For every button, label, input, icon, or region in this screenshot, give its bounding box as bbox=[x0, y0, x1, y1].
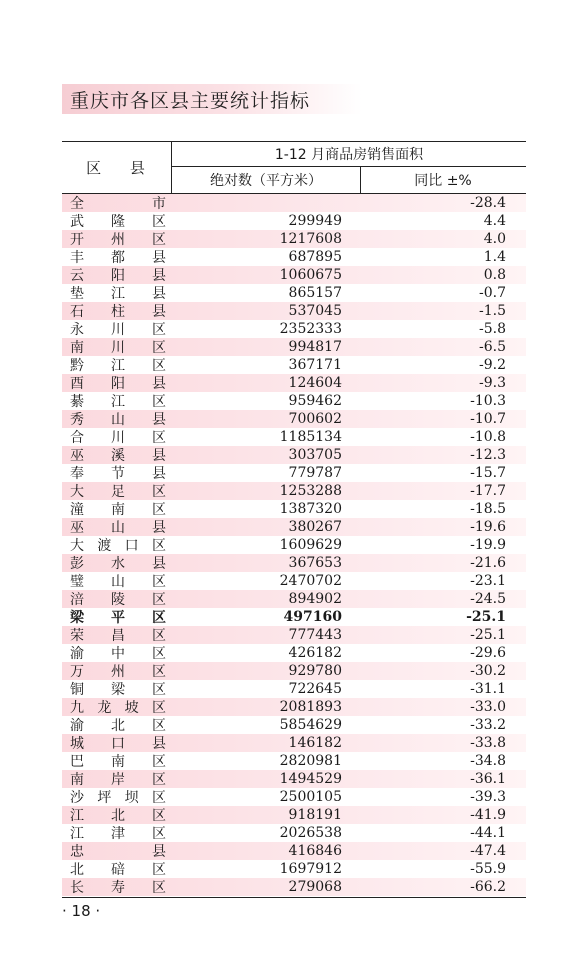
page-number: · 18 · bbox=[62, 902, 101, 920]
table-row bbox=[62, 518, 526, 536]
yoy-value: -9.2 bbox=[479, 357, 506, 373]
yoy-value: -25.1 bbox=[470, 627, 506, 643]
table-row bbox=[62, 752, 526, 770]
district-name: 巫 溪 县 bbox=[70, 448, 166, 464]
district-name: 梁 平 区 bbox=[70, 610, 166, 626]
table-row bbox=[62, 572, 526, 590]
table-row bbox=[62, 878, 526, 896]
yoy-value: -19.6 bbox=[470, 519, 506, 535]
absolute-value: 722645 bbox=[288, 681, 342, 697]
absolute-value: 2081893 bbox=[279, 699, 342, 715]
district-name: 永 川 区 bbox=[70, 322, 166, 338]
table-row bbox=[62, 392, 526, 410]
yoy-value: -12.3 bbox=[470, 447, 506, 463]
district-name: 忠 县 bbox=[70, 844, 166, 860]
table-row bbox=[62, 554, 526, 572]
table-row bbox=[62, 842, 526, 860]
district-name: 江 北 区 bbox=[70, 808, 166, 824]
table-row bbox=[62, 230, 526, 248]
absolute-value: 687895 bbox=[288, 249, 342, 265]
table-bottom-rule bbox=[62, 897, 526, 898]
absolute-value: 2820981 bbox=[279, 753, 342, 769]
absolute-value: 1387320 bbox=[279, 501, 342, 517]
absolute-value: 303705 bbox=[288, 447, 342, 463]
yoy-value: -10.8 bbox=[470, 429, 506, 445]
district-name: 江 津 区 bbox=[70, 826, 166, 842]
table-row bbox=[62, 338, 526, 356]
district-name: 酉 阳 县 bbox=[70, 376, 166, 392]
yoy-value: -39.3 bbox=[470, 789, 506, 805]
yoy-value: -0.7 bbox=[479, 285, 506, 301]
absolute-value: 865157 bbox=[288, 285, 342, 301]
district-name: 万 州 区 bbox=[70, 664, 166, 680]
district-name: 垫 江 县 bbox=[70, 286, 166, 302]
district-name: 南 岸 区 bbox=[70, 772, 166, 788]
district-name: 渝 北 区 bbox=[70, 718, 166, 734]
table-row bbox=[62, 644, 526, 662]
district-name: 铜 梁 区 bbox=[70, 682, 166, 698]
absolute-value: 1060675 bbox=[279, 267, 342, 283]
district-name: 云 阳 县 bbox=[70, 268, 166, 284]
yoy-value: -33.8 bbox=[470, 735, 506, 751]
table-row bbox=[62, 662, 526, 680]
district-name: 黔 江 区 bbox=[70, 358, 166, 374]
table-row bbox=[62, 698, 526, 716]
table-row bbox=[62, 356, 526, 374]
yoy-value: -33.0 bbox=[470, 699, 506, 715]
yoy-value: -41.9 bbox=[470, 807, 506, 823]
district-name: 开 州 区 bbox=[70, 232, 166, 248]
yoy-value: 0.8 bbox=[483, 267, 506, 283]
district-name: 合 川 区 bbox=[70, 430, 166, 446]
yoy-value: -31.1 bbox=[470, 681, 506, 697]
table-row bbox=[62, 410, 526, 428]
yoy-value: -6.5 bbox=[479, 339, 506, 355]
district-name: 大 足 区 bbox=[70, 484, 166, 500]
yoy-value: -44.1 bbox=[470, 825, 506, 841]
table-row bbox=[62, 626, 526, 644]
absolute-value: 1185134 bbox=[279, 429, 342, 445]
district-name: 璧 山 区 bbox=[70, 574, 166, 590]
yoy-value: -30.2 bbox=[470, 663, 506, 679]
district-name: 彭 水 县 bbox=[70, 556, 166, 572]
table-body bbox=[62, 194, 526, 896]
absolute-value: 146182 bbox=[288, 735, 342, 751]
absolute-value: 1697912 bbox=[279, 861, 342, 877]
absolute-value: 380267 bbox=[288, 519, 342, 535]
district-name: 奉 节 县 bbox=[70, 466, 166, 482]
yoy-value: -17.7 bbox=[470, 483, 506, 499]
yoy-value: 1.4 bbox=[483, 249, 506, 265]
table-row bbox=[62, 590, 526, 608]
table-row bbox=[62, 806, 526, 824]
yoy-value: -19.9 bbox=[470, 537, 506, 553]
table-row bbox=[62, 860, 526, 878]
page-title: 重庆市各区县主要统计指标 bbox=[70, 90, 311, 112]
table-row bbox=[62, 500, 526, 518]
absolute-value: 894902 bbox=[288, 591, 342, 607]
district-name: 北 碚 区 bbox=[70, 862, 166, 878]
table-row bbox=[62, 608, 526, 626]
yoy-value: -5.8 bbox=[479, 321, 506, 337]
absolute-value: 918191 bbox=[288, 807, 342, 823]
district-name: 城 口 县 bbox=[70, 736, 166, 752]
table-row bbox=[62, 446, 526, 464]
table-row bbox=[62, 824, 526, 842]
district-name: 石 柱 县 bbox=[70, 304, 166, 320]
absolute-value: 1494529 bbox=[279, 771, 342, 787]
absolute-value: 2352333 bbox=[279, 321, 342, 337]
yoy-value: -15.7 bbox=[470, 465, 506, 481]
yoy-value: -47.4 bbox=[470, 843, 506, 859]
table-row bbox=[62, 680, 526, 698]
absolute-value: 929780 bbox=[288, 663, 342, 679]
district-name: 沙 坪 坝 区 bbox=[70, 790, 166, 806]
district-name: 潼 南 区 bbox=[70, 502, 166, 518]
absolute-value: 416846 bbox=[288, 843, 342, 859]
district-name: 秀 山 县 bbox=[70, 412, 166, 428]
district-name: 长 寿 区 bbox=[70, 880, 166, 896]
district-name: 南 川 区 bbox=[70, 340, 166, 356]
yoy-value: 4.0 bbox=[483, 231, 506, 247]
yoy-value: -1.5 bbox=[479, 303, 506, 319]
header-yoy: 同比 ±% bbox=[414, 173, 472, 189]
absolute-value: 959462 bbox=[288, 393, 342, 409]
table-row bbox=[62, 464, 526, 482]
district-name: 武 隆 区 bbox=[70, 214, 166, 230]
table-row bbox=[62, 482, 526, 500]
district-name: 渝 中 区 bbox=[70, 646, 166, 662]
yoy-value: -33.2 bbox=[470, 717, 506, 733]
district-name: 大 渡 口 区 bbox=[70, 538, 166, 554]
header-absolute: 绝对数（平方米） bbox=[172, 167, 361, 193]
district-name: 全 市 bbox=[70, 196, 166, 212]
yoy-value: -18.5 bbox=[470, 501, 506, 517]
header-sales-area: 1-12 月商品房销售面积 bbox=[172, 141, 526, 167]
absolute-value: 2470702 bbox=[279, 573, 342, 589]
absolute-value: 426182 bbox=[288, 645, 342, 661]
district-name: 涪 陵 区 bbox=[70, 592, 166, 608]
yoy-value: -24.5 bbox=[470, 591, 506, 607]
absolute-value: 367653 bbox=[288, 555, 342, 571]
yoy-value: -10.3 bbox=[470, 393, 506, 409]
yoy-value: -9.3 bbox=[479, 375, 506, 391]
table-row bbox=[62, 266, 526, 284]
district-name: 巴 南 区 bbox=[70, 754, 166, 770]
yoy-value: -23.1 bbox=[470, 573, 506, 589]
absolute-value: 279068 bbox=[288, 879, 342, 895]
yoy-value: -55.9 bbox=[470, 861, 506, 877]
absolute-value: 779787 bbox=[288, 465, 342, 481]
table-row bbox=[62, 212, 526, 230]
yoy-value: -21.6 bbox=[470, 555, 506, 571]
table-row bbox=[62, 302, 526, 320]
district-name: 綦 江 区 bbox=[70, 394, 166, 410]
absolute-value: 700602 bbox=[288, 411, 342, 427]
yoy-value: -66.2 bbox=[470, 879, 506, 895]
header-district: 区 县 bbox=[62, 141, 172, 193]
table-row bbox=[62, 194, 526, 212]
absolute-value: 124604 bbox=[288, 375, 342, 391]
district-name: 巫 山 县 bbox=[70, 520, 166, 536]
table-row bbox=[62, 374, 526, 392]
yoy-value: -29.6 bbox=[470, 645, 506, 661]
absolute-value: 1217608 bbox=[279, 231, 342, 247]
yoy-value: -25.1 bbox=[466, 609, 506, 625]
district-name: 丰 都 县 bbox=[70, 250, 166, 266]
absolute-value: 537045 bbox=[288, 303, 342, 319]
absolute-value: 367171 bbox=[288, 357, 342, 373]
absolute-value: 2500105 bbox=[279, 789, 342, 805]
district-name: 荣 昌 区 bbox=[70, 628, 166, 644]
district-name: 九 龙 坡 区 bbox=[70, 700, 166, 716]
absolute-value: 994817 bbox=[288, 339, 342, 355]
absolute-value: 1609629 bbox=[279, 537, 342, 553]
yoy-value: -34.8 bbox=[470, 753, 506, 769]
table-row bbox=[62, 716, 526, 734]
yoy-value: -10.7 bbox=[470, 411, 506, 427]
table-row bbox=[62, 284, 526, 302]
table-row bbox=[62, 734, 526, 752]
table-row bbox=[62, 770, 526, 788]
absolute-value: 777443 bbox=[288, 627, 342, 643]
absolute-value: 497160 bbox=[283, 609, 342, 625]
absolute-value: 2026538 bbox=[279, 825, 342, 841]
yoy-value: 4.4 bbox=[483, 213, 506, 229]
table-row bbox=[62, 248, 526, 266]
table-row bbox=[62, 428, 526, 446]
table-row bbox=[62, 320, 526, 338]
table-row bbox=[62, 536, 526, 554]
yoy-value: -28.4 bbox=[470, 195, 506, 211]
yoy-value: -36.1 bbox=[470, 771, 506, 787]
absolute-value bbox=[212, 194, 342, 212]
table-row bbox=[62, 788, 526, 806]
table-header bbox=[62, 141, 526, 194]
absolute-value: 1253288 bbox=[279, 483, 342, 499]
absolute-value: 5854629 bbox=[279, 717, 342, 733]
absolute-value: 299949 bbox=[288, 213, 342, 229]
